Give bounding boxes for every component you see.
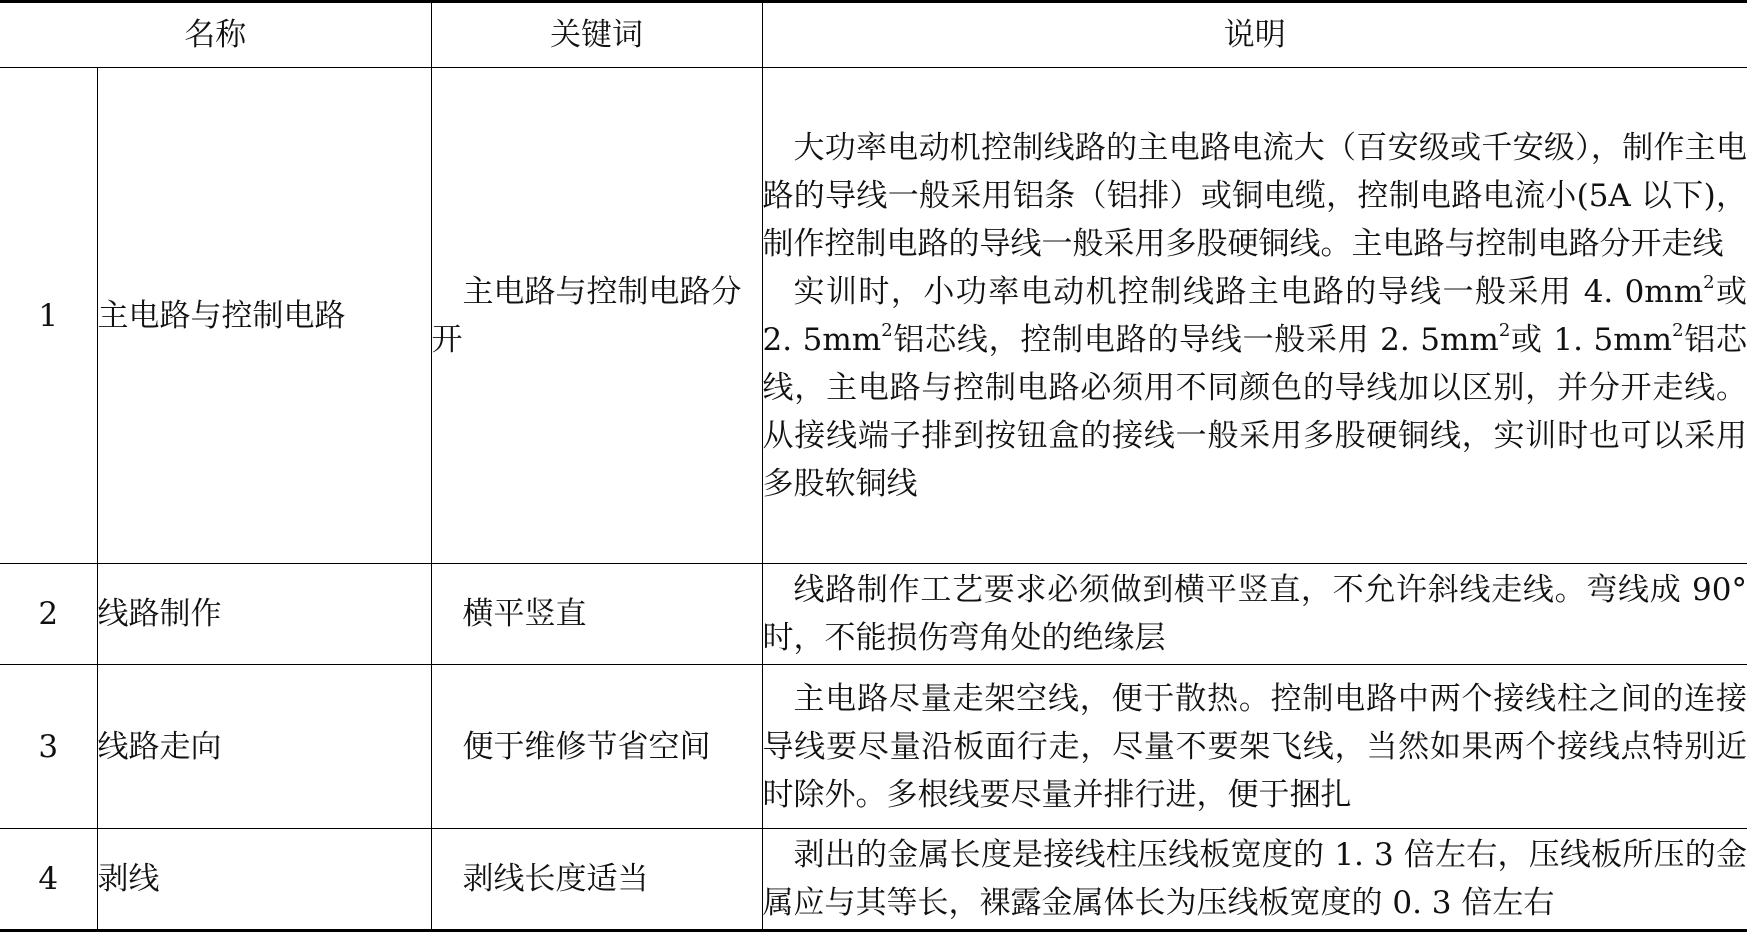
superscript: 2	[1703, 271, 1715, 293]
table-row	[0, 829, 1747, 931]
description-paragraph: 大功率电动机控制线路的主电路电流大（百安级或千安级），制作主电路的导线一般采用铝条（铝排）或铜电缆，控制电路电流小(5A 以下)，制作控制电路的导线一般采用多股硬铜线。主电路与控制电路分开走线	[762, 129, 1747, 262]
row-keyword	[431, 68, 762, 564]
header-description: 说明	[762, 2, 1747, 68]
row-description	[762, 68, 1747, 564]
row-keyword-text: 便于维修节省空间	[462, 728, 711, 765]
row-number: 2	[0, 564, 97, 665]
row-number: 1	[0, 68, 97, 564]
header-keyword: 关键词	[431, 2, 762, 68]
row-keyword	[431, 829, 762, 931]
header-name: 名称	[0, 2, 431, 68]
row-keyword-text: 横平竖直	[462, 596, 587, 632]
description-paragraph: 剥出的金属长度是接线柱压线板宽度的 1. 3 倍左右，压线板所压的金属应与其等长，裸露金属体长为压线板宽度的 0. 3 倍左右	[762, 837, 1747, 921]
table-row	[0, 564, 1747, 665]
row-name: 剥线	[97, 829, 431, 931]
description-text: 铝芯线，控制电路的导线一般采用 2. 5mm	[892, 321, 1499, 358]
description-text: 或 2. 5mm	[762, 273, 1747, 358]
row-number: 3	[0, 665, 97, 829]
row-description	[762, 564, 1747, 665]
description-paragraph: 线路制作工艺要求必须做到横平竖直，不允许斜线走线。弯线成 90°时，不能损伤弯角处的绝缘层	[762, 572, 1747, 656]
description-text: 实训时，小功率电动机控制线路主电路的导线一般采用 4. 0mm	[793, 273, 1704, 310]
row-description	[762, 829, 1747, 931]
row-name: 线路制作	[97, 564, 431, 665]
description-paragraph: 主电路尽量走架空线，便于散热。控制电路中两个接线柱之间的连接导线要尽量沿板面行走，尽量不要架飞线，当然如果两个接线点特别近时除外。多根线要尽量并排行进，便于捆扎	[762, 680, 1747, 813]
row-keyword	[431, 665, 762, 829]
superscript: 2	[1672, 319, 1684, 341]
row-name: 主电路与控制电路	[97, 68, 431, 564]
superscript: 2	[881, 319, 893, 341]
row-keyword-text: 剥线长度适当	[462, 861, 649, 897]
row-description	[762, 665, 1747, 829]
row-keyword-text: 主电路与控制电路分开	[431, 273, 742, 358]
description-text: 铝芯线，主电路与控制电路必须用不同颜色的导线加以区别，并分开走线。从接线端子排到按钮盒的接线一般采用多股硬铜线，实训时也可以采用多股软铜线	[762, 321, 1747, 502]
table-row	[0, 665, 1747, 829]
row-number: 4	[0, 829, 97, 931]
table-header-row	[0, 2, 1747, 68]
table-row	[0, 68, 1747, 564]
superscript: 2	[1498, 319, 1511, 341]
row-keyword	[431, 564, 762, 665]
description-text: 或 1. 5mm	[1510, 321, 1673, 358]
description-paragraph	[763, 268, 1747, 508]
row-name: 线路走向	[97, 665, 431, 829]
